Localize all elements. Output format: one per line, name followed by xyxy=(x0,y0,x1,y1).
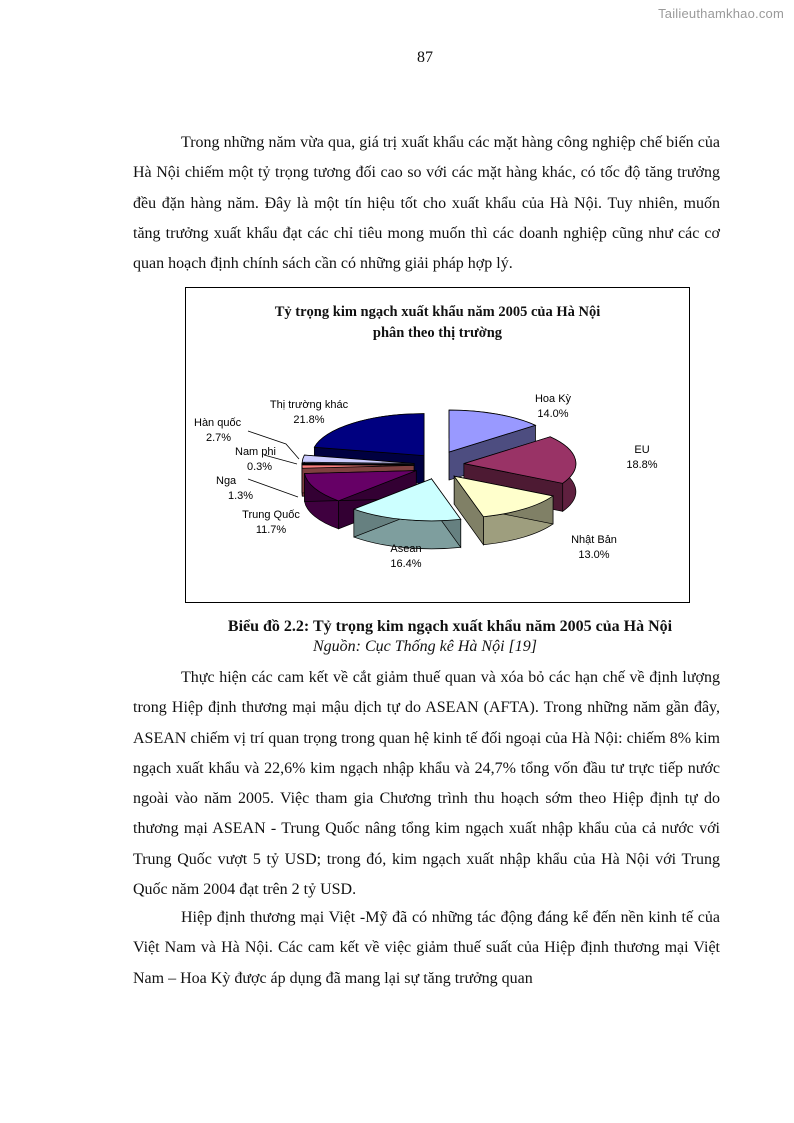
slice-value-label: 18.8% xyxy=(626,459,658,471)
slice-value-label: 11.7% xyxy=(255,524,287,536)
slice-label: EU xyxy=(634,444,650,456)
slice-value-label: 14.0% xyxy=(537,408,569,420)
paragraph-text: Trong những năm vừa qua, giá trị xuất khẩu các mặt hàng công nghiệp chế biến của Hà Nội chiếm một tỷ trọng tương đối cao so với các mặt hàng khác, có tốc độ tăng trưởng đều đặn hàng năm. Đây là một tín hiệu tốt cho xuất khẩu của Hà Nội. Tuy nhiên, muốn tăng trưởng xuất khẩu đạt các chỉ tiêu mong muốn thì các doanh nghiệp cũng như các cơ quan hoạch định chính sách cần có những giải pháp hợp lý. xyxy=(133,134,720,273)
paragraph-3 xyxy=(133,903,720,994)
paragraph-2 xyxy=(133,663,720,905)
slice-value-label: 16.4% xyxy=(390,558,422,570)
slice-value-label: 21.8% xyxy=(293,414,325,426)
paragraph-text: Hiệp định thương mại Việt -Mỹ đã có những tác động đáng kể đến nền kinh tế của Việt Nam và Hà Nội. Các cam kết về việc giảm thuế suất của Hiệp định thương mại Việt Nam – Hoa Kỳ được áp dụng đã mang lại sự tăng trưởng quan xyxy=(133,909,720,987)
slice-value-label: 2.7% xyxy=(206,432,232,444)
slice-label: Nam phi xyxy=(235,446,276,458)
slice-value-label: 1.3% xyxy=(228,490,254,502)
leader-line xyxy=(248,479,298,497)
slice-value-label: 13.0% xyxy=(578,549,610,561)
paragraph-text: Thực hiện các cam kết về cắt giảm thuế quan và xóa bỏ các hạn chế về định lượng trong Hiệp định thương mại mậu dịch tự do ASEAN (AFTA). Trong những năm gần đây, ASEAN chiếm vị trí quan trọng trong quan hệ kinh tế đối ngoại của Hà Nội: chiếm 8% kim ngạch xuất khẩu và 22,6% kim ngạch nhập khẩu và 24,7% tổng vốn đầu tư trực tiếp nước ngoài vào năm 2005. Việc tham gia Chương trình thu hoạch sớm theo Hiệp định tự do thương mại ASEAN - Trung Quốc nâng tổng kim ngạch xuất nhập khẩu của cả nước với Trung Quốc vượt 5 tỷ USD; trong đó, kim ngạch xuất nhập khẩu của Hà Nội với Trung Quốc năm 2004 đạt trên 2 tỷ USD. xyxy=(133,669,720,899)
slice-label: Hoa Kỳ xyxy=(534,393,572,405)
slice-label: Nhật Bản xyxy=(571,534,617,546)
slice-label: Nga xyxy=(216,475,237,487)
figure-source: Nguồn: Cục Thống kê Hà Nội [19] xyxy=(313,638,537,655)
slice-label: Asean xyxy=(390,543,422,555)
chart-title-line-2: phân theo thị trường xyxy=(372,325,503,341)
page-number: 87 xyxy=(417,49,433,66)
slice-label: Hàn quốc xyxy=(194,417,242,429)
slice-label: Trung Quốc xyxy=(242,509,300,521)
chart-title-line-1: Tỷ trọng kim ngạch xuất khẩu năm 2005 của Hà Nội xyxy=(274,304,601,320)
pie-svg xyxy=(186,288,689,602)
paragraph-1 xyxy=(133,128,720,279)
slice-value-label: 0.3% xyxy=(247,461,273,473)
watermark: Tailieuthamkhao.com xyxy=(658,6,784,21)
pie-chart xyxy=(185,287,690,603)
slice-label: Thị trường khác xyxy=(269,399,349,411)
figure-caption: Biểu đồ 2.2: Tỷ trọng kim ngạch xuất khẩu năm 2005 của Hà Nội xyxy=(227,618,673,635)
